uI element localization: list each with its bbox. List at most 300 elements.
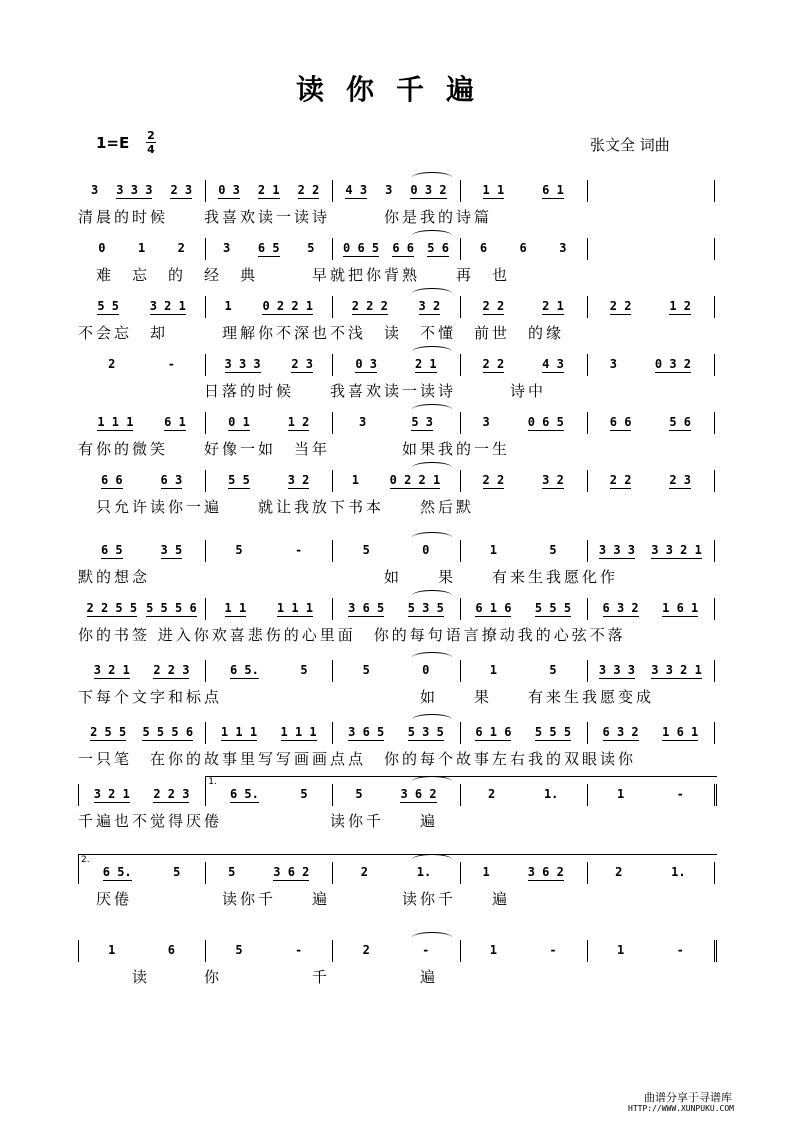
measure-notes — [209, 543, 328, 559]
measure-notes — [464, 415, 583, 431]
barline — [332, 784, 333, 806]
note-group: 2 — [360, 865, 368, 879]
barline — [714, 296, 715, 318]
measure-notes — [464, 725, 583, 741]
note-group: 5 — [355, 787, 363, 801]
note-group: 2 3 — [170, 183, 193, 197]
note-group: 5 — [173, 865, 181, 879]
measure-notes — [209, 787, 328, 803]
note-group: 3 3 3 — [598, 663, 636, 677]
note-group: - — [676, 787, 684, 801]
measure-notes — [209, 865, 328, 881]
barline — [205, 238, 206, 260]
barline — [205, 296, 206, 318]
barline — [460, 722, 461, 744]
barline — [460, 412, 461, 434]
note-group: 2 2 — [482, 299, 505, 313]
note-group: 1 2 — [669, 299, 692, 313]
note-group: 3 — [91, 183, 99, 197]
note-group: 2 2 — [482, 473, 505, 487]
note-group: 5 5 5 6 — [142, 725, 194, 739]
note-group: 2 — [177, 241, 185, 255]
barline — [205, 470, 206, 492]
measure-notes — [591, 865, 710, 881]
slur — [412, 462, 452, 473]
slur — [412, 532, 452, 543]
lyric-line: 有你的微笑 好像一如 当年 如果我的一生 — [78, 440, 511, 458]
note-group: 5 — [549, 663, 557, 677]
barline — [332, 940, 333, 962]
note-group: 0 3 — [218, 183, 240, 197]
note-group: 6 3 — [160, 473, 183, 487]
measure-notes — [336, 543, 455, 559]
note-group: 3 2 1 — [93, 663, 130, 677]
barline — [332, 470, 333, 492]
note-group: 0 3 — [355, 357, 378, 371]
note-group: 6 1 — [542, 183, 564, 197]
measure-notes — [464, 299, 583, 315]
measure-notes — [591, 357, 710, 373]
measure-notes — [209, 601, 328, 617]
note-group: 3 — [358, 415, 367, 429]
slur — [412, 404, 452, 415]
note-group: 0 — [422, 663, 430, 677]
note-group: 2 1 — [414, 357, 437, 371]
measure-notes — [464, 663, 583, 679]
measure-notes — [82, 543, 201, 559]
note-group: 0 — [422, 543, 430, 557]
lyric-line: 难 忘 的 经 典 早就把你背熟 再 也 — [78, 266, 511, 284]
note-group: 3 6 5 — [348, 725, 385, 739]
barline — [587, 940, 588, 962]
note-group: 5 — [300, 787, 308, 801]
barline — [587, 598, 588, 620]
note-group: 1 — [616, 943, 625, 957]
barline — [332, 354, 333, 376]
barline — [714, 784, 717, 806]
barline — [460, 660, 461, 682]
note-group: 3 3 3 — [116, 183, 153, 197]
measure-notes — [464, 357, 583, 373]
barline — [332, 722, 333, 744]
barline — [714, 412, 715, 434]
note-group: 6 1 — [164, 415, 186, 429]
measure-notes — [336, 473, 455, 489]
measure-notes — [82, 473, 201, 489]
barline — [332, 180, 333, 202]
note-group: 2 2 — [609, 473, 632, 487]
barline — [460, 296, 461, 318]
author-credit: 张文全 词曲 — [590, 136, 670, 154]
barline — [332, 862, 333, 884]
note-group: 5 — [362, 543, 370, 557]
barline — [205, 412, 206, 434]
barline — [205, 354, 206, 376]
barline — [587, 296, 588, 318]
measure-notes — [209, 943, 328, 959]
measure-notes — [591, 299, 710, 315]
note-group: 5 3 — [411, 415, 433, 429]
measure-notes — [464, 473, 583, 489]
note-group: 1 — [482, 865, 490, 879]
note-group: 5 3 5 — [407, 601, 444, 615]
measure-notes — [591, 473, 710, 489]
note-group: 3 2 — [418, 299, 441, 313]
note-group: 5 — [362, 663, 370, 677]
note-group: 6 1 6 — [475, 601, 512, 615]
note-group: 1 1 — [482, 183, 505, 197]
measure-notes — [336, 299, 455, 315]
barline — [460, 540, 461, 562]
note-group: 2 — [615, 865, 623, 879]
score-system — [78, 855, 714, 920]
measure-notes — [82, 725, 201, 741]
barline — [332, 598, 333, 620]
barline — [587, 238, 588, 260]
barline — [332, 540, 333, 562]
note-group: 5 — [549, 543, 557, 557]
note-group: 3 3 3 — [598, 543, 636, 557]
barline — [205, 784, 206, 806]
note-group: 3 2 1 — [93, 787, 130, 801]
measure-notes — [336, 725, 455, 741]
measure-notes — [591, 787, 710, 803]
note-group: 6 3 2 — [602, 725, 639, 739]
note-group: 5 5 5 — [534, 601, 572, 615]
note-group: 6 5. — [229, 787, 259, 801]
note-group: 3 — [559, 241, 567, 255]
note-group: 2 5 5 — [90, 725, 127, 739]
barline — [205, 722, 206, 744]
measure-notes — [591, 241, 710, 257]
note-group: 5 — [228, 865, 236, 879]
measure-notes — [82, 241, 201, 257]
score-system — [78, 238, 714, 296]
score-system — [78, 722, 714, 780]
measure-notes — [209, 241, 328, 257]
note-group: 0 3 2 — [654, 357, 692, 371]
note-group: 2 2 2 — [351, 299, 388, 313]
note-group: 2 — [487, 787, 496, 801]
note-group: 1 1 1 — [276, 601, 314, 615]
note-group: 6 — [519, 241, 527, 255]
note-group: 1 1 — [224, 601, 247, 615]
lyric-line: 你的书签 进入你欢喜悲伤的心里面 你的每句语言撩动我的心弦不落 — [78, 626, 626, 644]
barline — [587, 540, 588, 562]
note-group: 6 — [167, 943, 175, 957]
measure-notes — [591, 943, 710, 959]
measure-notes — [209, 183, 328, 199]
measure-notes — [336, 787, 455, 803]
barline — [587, 660, 588, 682]
barline — [587, 784, 588, 806]
score-system — [78, 777, 714, 842]
barline — [460, 354, 461, 376]
measure-notes — [82, 183, 201, 199]
measure-notes — [82, 865, 201, 881]
score-system — [78, 296, 714, 354]
note-group: 1 1 1 — [97, 415, 134, 429]
note-group: 5 5 5 — [534, 725, 572, 739]
note-group: 2 2 5 5 — [86, 601, 138, 615]
note-group: 5 — [235, 943, 243, 957]
score-system — [78, 412, 714, 470]
note-group: 6 6 — [100, 473, 123, 487]
lyric-line: 日落的时候 我喜欢读一读诗 诗中 — [78, 382, 547, 400]
note-group: 3 5 — [160, 543, 183, 557]
note-group: 2 2 — [482, 357, 505, 371]
note-group: 6 5. — [229, 663, 259, 677]
lyric-line: 厌倦 读你千 遍 读你千 遍 — [78, 890, 511, 908]
measure-notes — [591, 725, 710, 741]
note-group: 6 1 6 — [475, 725, 512, 739]
barline — [460, 862, 461, 884]
barline — [714, 862, 715, 884]
note-group: 1 6 1 — [662, 725, 699, 739]
lyric-line: 默的想念 如 果 有来生我愿化作 — [78, 568, 619, 586]
lyric-line: 一只笔 在你的故事里写写画画点点 你的每个故事左右我的双眼读你 — [78, 750, 637, 768]
barline — [78, 940, 79, 962]
note-group: 4 3 — [345, 183, 368, 197]
note-group: 0 3 2 — [410, 183, 447, 197]
barline — [460, 180, 461, 202]
note-group: 5 5 5 6 — [146, 601, 197, 615]
note-group: 3 — [385, 183, 393, 197]
barline — [714, 940, 717, 962]
note-group: 5 5 — [97, 299, 120, 313]
score-system — [78, 180, 714, 238]
volta-first-ending: 1. — [205, 776, 717, 785]
measure-notes — [336, 183, 455, 199]
note-group: 1 1 1 — [220, 725, 258, 739]
barline — [78, 784, 79, 806]
note-group: 1 — [108, 943, 116, 957]
barline — [205, 540, 206, 562]
barline — [78, 862, 79, 884]
note-group: 3 3 3 — [224, 357, 261, 371]
footer-site-name: 曲谱分享于寻谱库 — [644, 1091, 732, 1104]
barline — [460, 598, 461, 620]
barline — [587, 412, 588, 434]
note-group: 1 — [137, 241, 146, 255]
note-group: 6 — [479, 241, 488, 255]
lyric-line: 不会忘 却 理解你不深也不浅 读 不懂 前世 的缘 — [78, 324, 565, 342]
note-group: 1 — [489, 943, 497, 957]
measure-notes — [336, 357, 455, 373]
measure-notes — [82, 663, 201, 679]
note-group: 1 1 1 — [280, 725, 317, 739]
measure-notes — [336, 663, 455, 679]
note-group: 3 — [223, 241, 231, 255]
note-group: 0 2 2 1 — [389, 473, 441, 487]
note-group: 3 6 5 — [348, 601, 385, 615]
note-group: 1. — [416, 865, 432, 879]
measure-notes — [209, 299, 328, 315]
barline — [332, 238, 333, 260]
measure-notes — [82, 943, 201, 959]
measure-notes — [464, 943, 583, 959]
note-group: 2 2 — [609, 299, 632, 313]
measure-notes — [464, 543, 583, 559]
measure-notes — [591, 543, 710, 559]
note-group: 2 — [108, 357, 116, 371]
measure-notes — [209, 473, 328, 489]
note-group: 5 3 5 — [407, 725, 444, 739]
measure-notes — [82, 601, 201, 617]
score-system — [78, 660, 714, 718]
slur — [412, 714, 452, 725]
note-group: 5 — [300, 663, 308, 677]
note-group: 3 — [482, 415, 490, 429]
note-group: 6 3 2 — [602, 601, 639, 615]
note-group: 0 6 5 — [343, 241, 380, 255]
note-group: 4 3 — [542, 357, 564, 371]
barline — [714, 354, 715, 376]
barline — [714, 660, 715, 682]
slur — [412, 230, 452, 241]
measure-notes — [209, 357, 328, 373]
measure-notes — [464, 601, 583, 617]
slur — [412, 346, 452, 357]
note-group: - — [167, 357, 175, 371]
note-group: 6 6 — [609, 415, 632, 429]
note-group: 0 1 — [228, 415, 250, 429]
score-system — [78, 470, 714, 528]
barline — [587, 470, 588, 492]
measure-notes — [336, 601, 455, 617]
measure-notes — [591, 601, 710, 617]
note-group: 6 5 — [257, 241, 280, 255]
slur — [412, 932, 452, 943]
barline — [714, 238, 715, 260]
footer-url: HTTP://WWW.XUNPUKU.COM — [628, 1104, 734, 1113]
measure-notes — [464, 787, 583, 803]
barline — [205, 940, 206, 962]
barline — [205, 598, 206, 620]
barline — [205, 862, 206, 884]
note-group: 6 6 — [392, 241, 415, 255]
note-group: 2 2 3 — [153, 663, 190, 677]
barline — [332, 660, 333, 682]
slur — [412, 590, 452, 601]
time-signature — [146, 130, 156, 155]
measure-notes — [336, 943, 455, 959]
note-group: - — [422, 943, 430, 957]
note-group: 2 1 — [257, 183, 280, 197]
barline — [714, 722, 715, 744]
note-group: 3 — [609, 357, 617, 371]
barline — [460, 238, 461, 260]
score-system — [78, 598, 714, 656]
note-group: 2 2 3 — [153, 787, 190, 801]
barline — [460, 470, 461, 492]
barline — [205, 660, 206, 682]
measure-notes — [336, 415, 455, 431]
note-group: - — [294, 943, 303, 957]
note-group: 3 2 — [542, 473, 564, 487]
measure-notes — [336, 241, 455, 257]
measure-notes — [82, 299, 201, 315]
slur — [412, 288, 452, 299]
meter-denominator: 4 — [147, 143, 155, 156]
note-group: 0 — [98, 241, 106, 255]
measure-notes — [591, 183, 710, 199]
barline — [714, 180, 715, 202]
measure-notes — [464, 241, 583, 257]
barline — [714, 470, 715, 492]
note-group: 1. — [543, 787, 559, 801]
lyric-line: 千遍也不觉得厌倦 读你千 遍 — [78, 812, 439, 830]
barline — [460, 784, 461, 806]
note-group: 0 6 5 — [527, 415, 564, 429]
measure-notes — [209, 415, 328, 431]
note-group: 1 — [351, 473, 359, 487]
note-group: 3 6 2 — [273, 865, 310, 879]
note-group: 3 2 — [287, 473, 310, 487]
note-group: 3 3 2 1 — [651, 663, 702, 677]
lyric-line: 下每个文字和标点 如 果 有来生我愿变成 — [78, 688, 655, 706]
lyric-line: 读 你 千 遍 — [78, 968, 439, 986]
volta-second-ending: 2. — [78, 854, 717, 863]
note-group: - — [294, 543, 303, 557]
note-group: 5 6 — [427, 241, 449, 255]
note-group: 3 2 1 — [149, 299, 186, 313]
measure-notes — [464, 865, 583, 881]
lyric-line: 清晨的时候 我喜欢读一读诗 你是我的诗篇 — [78, 208, 493, 226]
note-group: 3 6 2 — [527, 865, 564, 879]
measure-notes — [591, 663, 710, 679]
note-group: 5 6 — [669, 415, 692, 429]
note-group: - — [549, 943, 557, 957]
note-group: 3 6 2 — [400, 787, 437, 801]
measure-notes — [464, 183, 583, 199]
note-group: 1 — [489, 543, 497, 557]
barline — [587, 354, 588, 376]
barline — [460, 940, 461, 962]
measure-notes — [591, 415, 710, 431]
note-group: 3 3 2 1 — [651, 543, 702, 557]
barline — [332, 296, 333, 318]
note-group: 5 — [307, 241, 315, 255]
note-group: 6 5 — [100, 543, 123, 557]
note-group: 1. — [671, 865, 686, 879]
note-group: 2 — [362, 943, 370, 957]
note-group: 1 6 1 — [662, 601, 699, 615]
note-group: 1 — [616, 787, 625, 801]
note-group: 1 2 — [287, 415, 310, 429]
note-group: 1 — [224, 299, 232, 313]
measure-notes — [209, 725, 328, 741]
score-system — [78, 940, 714, 998]
score-system — [78, 540, 714, 598]
measure-notes — [82, 415, 201, 431]
measure-notes — [82, 357, 201, 373]
barline — [714, 598, 715, 620]
barline — [205, 180, 206, 202]
note-group: 0 2 2 1 — [262, 299, 314, 313]
slur — [412, 172, 452, 183]
measure-notes — [209, 663, 328, 679]
key-signature: 1=E — [96, 134, 130, 152]
score-system — [78, 354, 714, 412]
note-group: 2 1 — [542, 299, 564, 313]
note-group: 5 — [235, 543, 243, 557]
note-group: - — [676, 943, 684, 957]
barline — [587, 180, 588, 202]
note-group: 2 2 — [297, 183, 320, 197]
note-group: 5 5 — [228, 473, 250, 487]
barline — [332, 412, 333, 434]
